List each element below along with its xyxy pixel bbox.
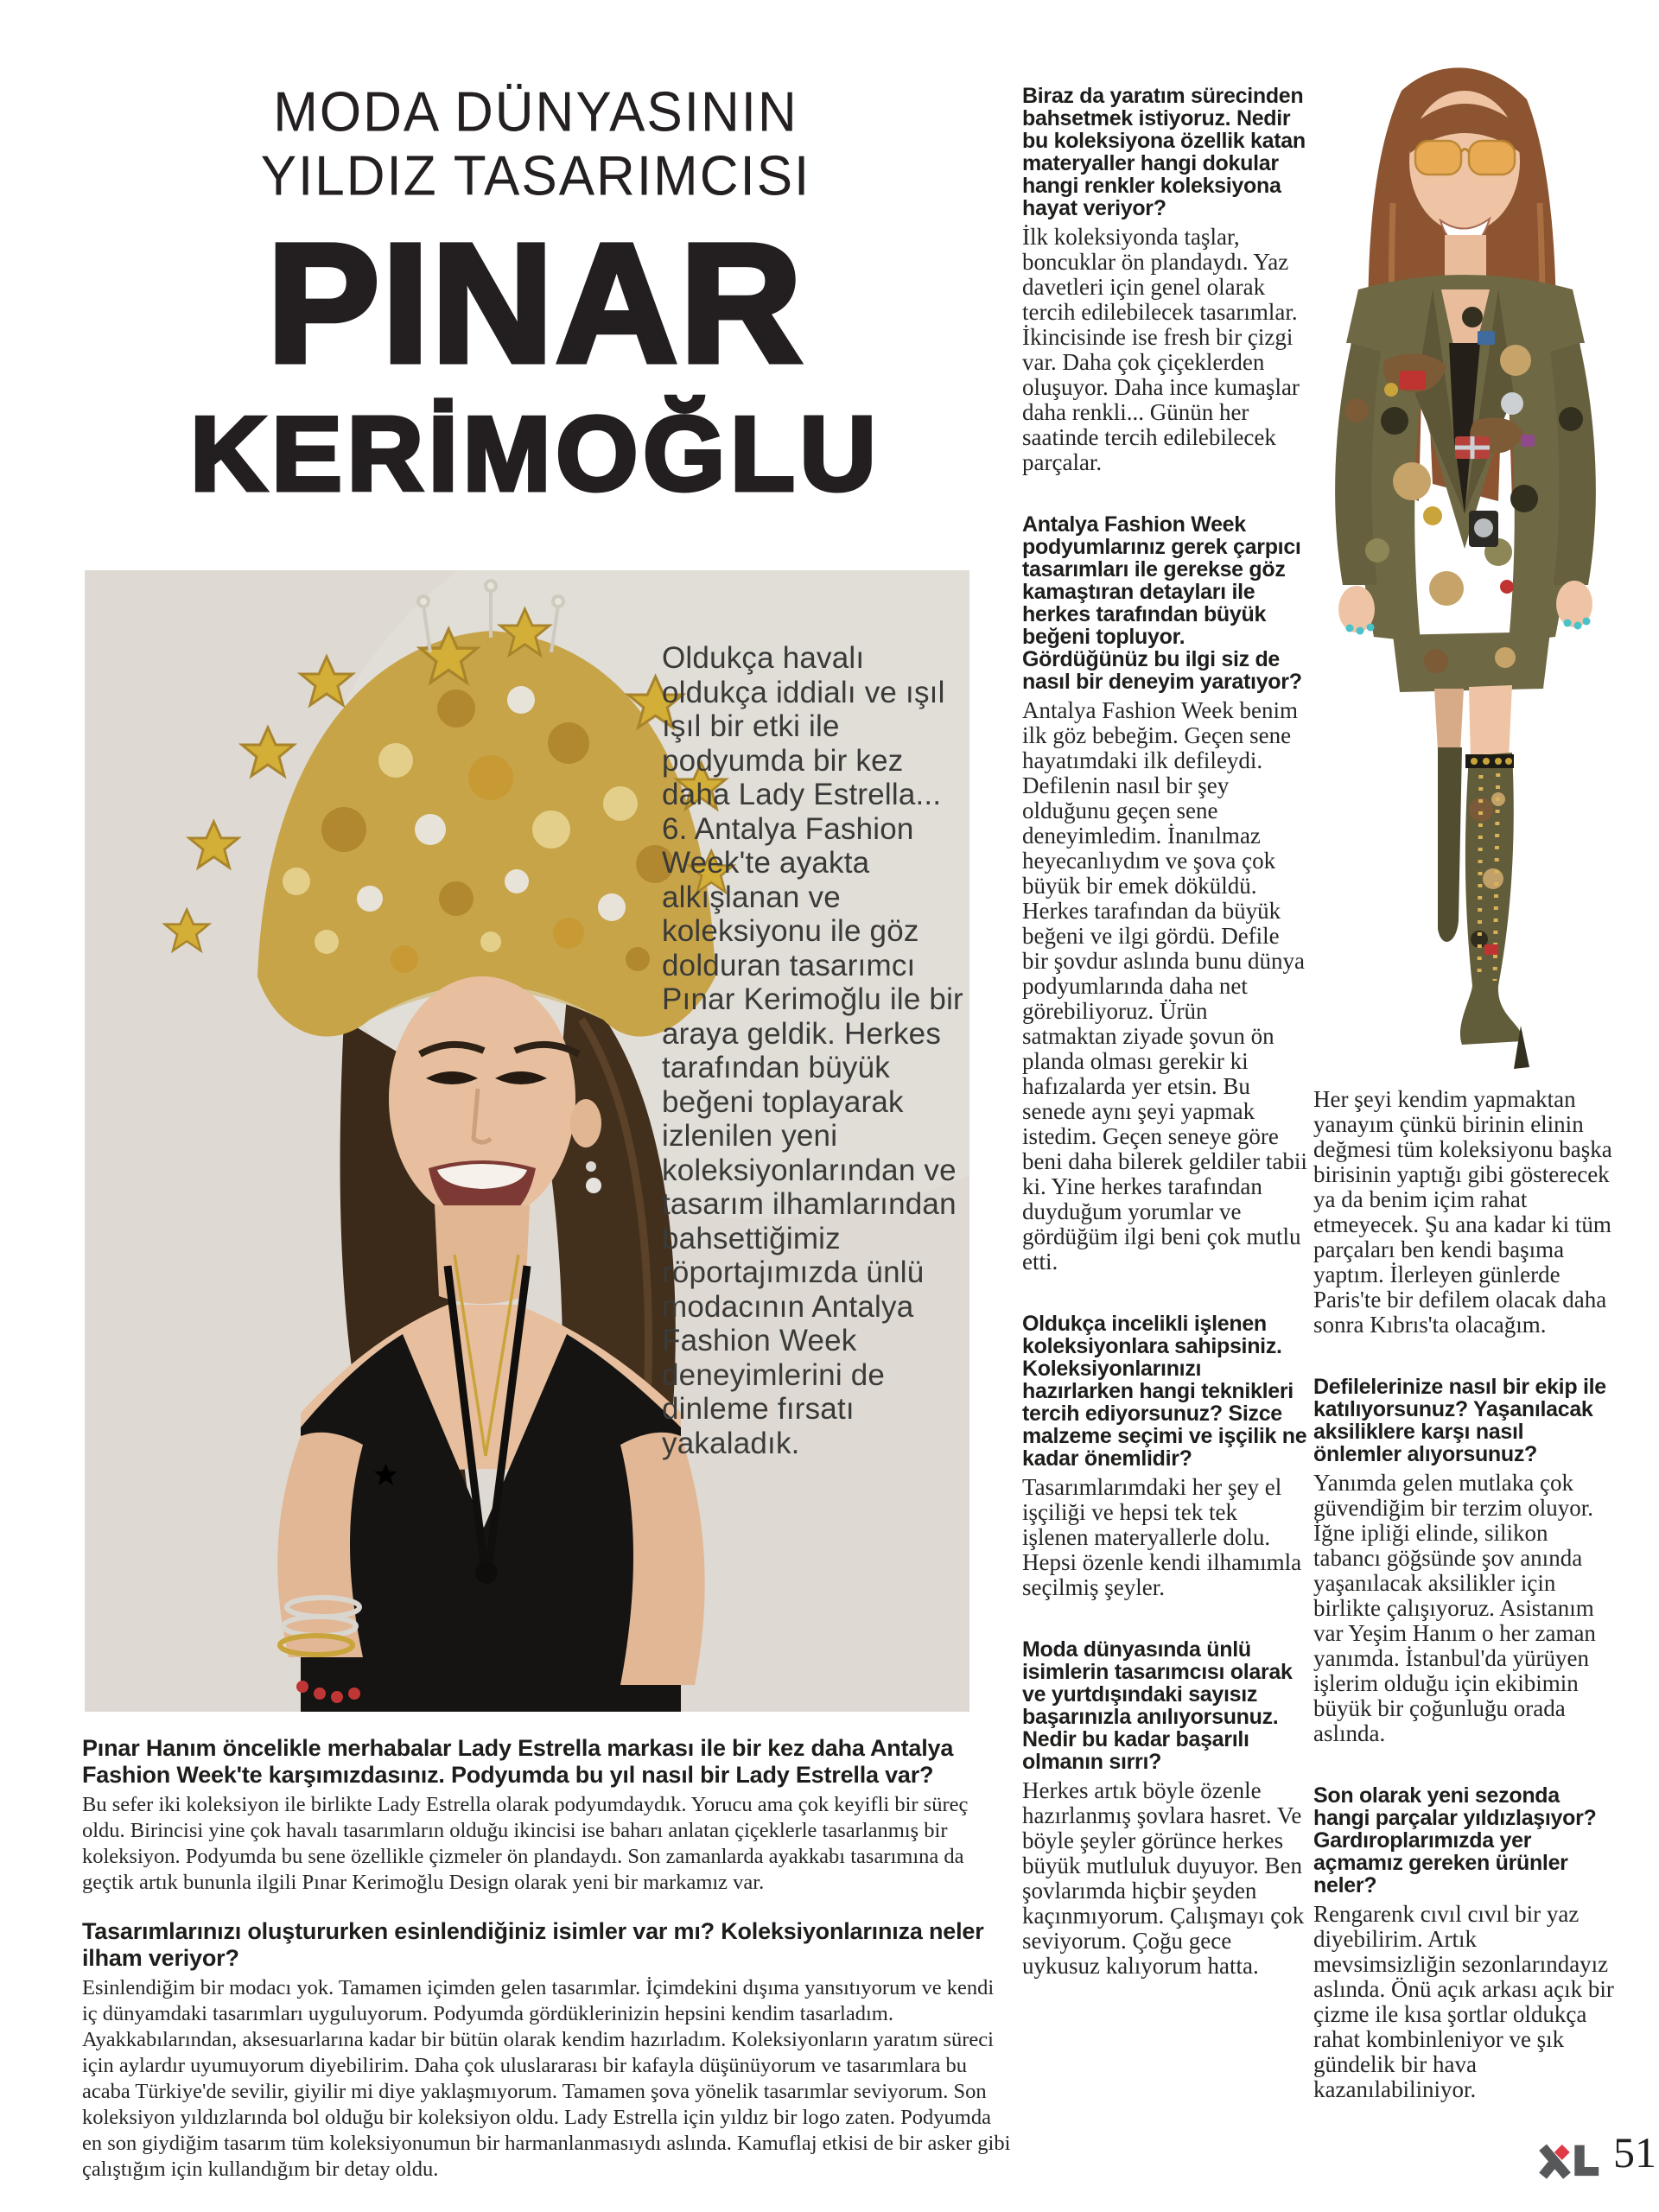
qa-block [82,1918,1011,2183]
answer: Rengarenk cıvıl cıvıl bir yaz diyebilirim. Artık mevsimsizliğin sezonlarındayız aslında. Önü açık arkası açık bir çizme ile kısa şortlar oldukça rahat kombinleniyor ve şık gündelik bir hava kazanılabiliniyor. [1313,1901,1614,2102]
right-text-column [1313,1082,1614,2102]
answer-continuation-block [1313,1087,1614,1338]
xl-magazine-logo [1536,2143,1602,2179]
question: Defilelerinize nasıl bir ekip ile katılıyorsunuz? Yaşanılacak aksiliklere karşı nasıl önlemler alıyorsunuz? [1313,1375,1606,1466]
answer: Yanımda gelen mutlaka çok güvendiğim bir terzim oluyor. İğne ipliği elinde, silikon tabancı göğsünde şov anında yaşanılacak aksilikler için birlikte çalışıyoruz. Asistanım var Yeşim Hanım o her zaman yanımda. İstanbul'da yürüyen işlerim olduğu için ekibimin büyük bir çoğunluğu orada aslında. [1313,1470,1596,1746]
question: Moda dünyasında ünlü isimlerin tasarımcısı olarak ve yurtdışındaki sayısız başarınızla anılıyorsunuz. Nedir bu kadar başarılı olmanın sırrı? [1022,1637,1293,1774]
page-title: PINAR [267,209,804,397]
kicker-line-2: YILDIZ TASARIMCISI [260,145,811,207]
right-runway-photo [1263,30,1659,1076]
qa-block [82,1735,1011,1896]
qa-block [1022,513,1307,1274]
qa-block [1313,1376,1614,1746]
xl-logo-icon [1536,2143,1602,2179]
page-number: 51 [1613,2128,1656,2177]
answer: Her şeyi kendim yapmaktan yanayım çünkü birinin elinin değmesi tüm koleksiyonu başka birisinin yaptığı gibi gösterecek ya da benim içim rahat etmeyecek. Şu ana kadar ki tüm parçaları ben kendi başıma yaptım. İlerleyen günlerde Paris'te bir defilem olacak daha sonra Kıbrıs'ta olacağım. [1313,1086,1612,1338]
page-title-surname: KERİMOĞLU [190,395,881,512]
qa-block [1022,85,1307,475]
middle-text-column [1022,85,1307,1979]
answer: Herkes artık böyle özenle hazırlanmış şovlara hasret. Ve böyle şeyler görünce herkes büyük mutluluk duyuyor. Ben şovlarımda hiçbir şeyden kaçınmıyorum. Çalışmayı çok seviyorum. Çoğu gece uykusuz kalıyorum hatta. [1022,1777,1305,1979]
question: Oldukça incelikli işlenen koleksiyonlara sahipsiniz. Koleksiyonlarınızı hazırlarken hangi teknikleri tercih ediyorsunuz? Sizce malzeme seçimi ve işçilik ne kadar önemlidir? [1022,1312,1307,1471]
question: Pınar Hanım öncelikle merhabalar Lady Estrella markası ile bir kez daha Antalya Fashion Week'te karşımızdasınız. Podyumda bu yıl nasıl bir Lady Estrella var? [82,1735,954,1788]
article-header [86,79,985,512]
question: Biraz da yaratım sürecinden bahsetmek istiyoruz. Nedir bu koleksiyona özellik katan materyaller hangi dokular hangi renkler koleksiyona hayat veriyor? [1022,84,1306,220]
answer: Bu sefer iki koleksiyon ile birlikte Lady Estrella olarak podyumdaydık. Yorucu ama çok keyifli bir süreç oldu. Birincisi yine çok havalı tasarımların olduğu ikincisi ise baharı anlatan çiçeklerle tasarlanmış bir koleksiyon. Podyumda bu sene özellikle çizmeler ön plandaydı. Son zamanlarda ayakkabı tasarımına da geçtik artık bununla ilgili Pınar Kerimoğlu Design olarak yeni bir markamız var. [82,1793,969,1894]
answer: İlk koleksiyonda taşlar, boncuklar ön plandaydı. Yaz davetleri için genel olarak tercih edilebilecek tasarımlar. İkincisinde ise fresh bir çizgi var. Daha çok çiçeklerden oluşuyor. Daha ince kumaşlar daha renkli... Günün her saatinde tercih edilebilecek parçalar. [1022,224,1300,475]
question: Antalya Fashion Week podyumlarınız gerek çarpıcı tasarımları ile gerekse göz kamaştıran detayları ile herkes tarafından büyük beğeni topluyor. Gördüğünüz bu ilgi siz de nasıl bir deneyim yaratıyor? [1022,512,1302,694]
answer: Tasarımlarımdaki her şey el işçiliği ve hepsi tek tek işlenen materyallerle dolu. Hepsi özenle kendi ilhamımla seçilmiş şeyler. [1022,1474,1302,1600]
kicker-line-1: MODA DÜNYASININ [273,81,798,143]
intro-paragraph: Oldukça havalı oldukça iddialı ve ışıl ışıl bir etki ile podyumda bir kez daha Lady Estrella... 6. Antalya Fashion Week'te ayakta alkışlanan ve koleksiyonu ile göz dolduran tasarımcı Pınar Kerimoğlu ile bir araya geldik. Herkes tarafından büyük beğeni toplayarak izlenilen yeni koleksiyonlarından ve tasarım ilhamlarından bahsettiğimiz röportajımızda ünlü modacının Antalya Fashion Week deneyimlerini de dinleme fırsatı yakaladık. [662,641,963,1460]
qa-block [1022,1313,1307,1600]
question: Tasarımlarınızı oluştururken esinlendiğiniz isimler var mı? Koleksiyonlarınıza neler ilham veriyor? [82,1918,984,1971]
left-portrait-photo [85,570,969,1712]
qa-block [1313,1784,1614,2102]
question: Son olarak yeni sezonda hangi parçalar yıldızlaşıyor? Gardıroplarımızda yer açmamız gereken ürünler neler? [1313,1783,1597,1897]
camo-outfit-illustration [1263,30,1659,1076]
bottom-text-block [82,1735,1011,2183]
qa-block [1022,1638,1307,1979]
answer: Esinlendiğim bir modacı yok. Tamamen içimden gelen tasarımlar. İçimdekini dışıma yansıtıyorum ve kendi iç dünyamdaki tasarımları uyguluyorum. Podyumda gördüklerinizin hepsini kendim tasarladım. Ayakkabılarından, aksesuarlarına kadar bir bütün olarak kendim hazırladım. Koleksiyonların yaratım süreci için aylardır uyumuyorum diyebilirim. Daha çok uluslararası bir kafayla düşünüyorum ve tasarımlara bu acaba Türkiye'de sevilir, giyilir mi diye yaklaşmıyorum. Tamamen şova yönelik tasarımlar seviyorum. Son koleksiyon yıldızlarında bol olduğu bir koleksiyon oldu. Lady Estrella için yıldız bir logo zaten. Podyumda en son giydiğim tasarım tüm koleksiyonumun bir harmanlanmasıydı aslında. Kamuflaj etkisi de bir asker gibi çalıştığım için kullandığım bir detay oldu. [82,1976,1011,2181]
answer: Antalya Fashion Week benim ilk göz bebeğim. Geçen sene hayatımdaki ilk defileydi. Defilenin nasıl bir şey olduğunu geçen sene deneyimledim. İnanılmaz heyecanlıydım ve şova çok büyük bir emek döküldü. Herkes tarafından da büyük beğeni ve ilgi gördü. Defile bir şovdur aslında bunu dünya podyumlarında daha net görebiliyoruz. Ürün satmaktan ziyade şovun ön planda olması gerekir ki hafızalarda yer etsin. Bu senede aynı şeyi yapmak istedim. Geçen seneye göre beni daha bilerek geldiler tabii ki. Yine herkes tarafından duyduğum yorumlar ve gördüğüm ilgi beni çok mutlu etti. [1022,697,1307,1274]
